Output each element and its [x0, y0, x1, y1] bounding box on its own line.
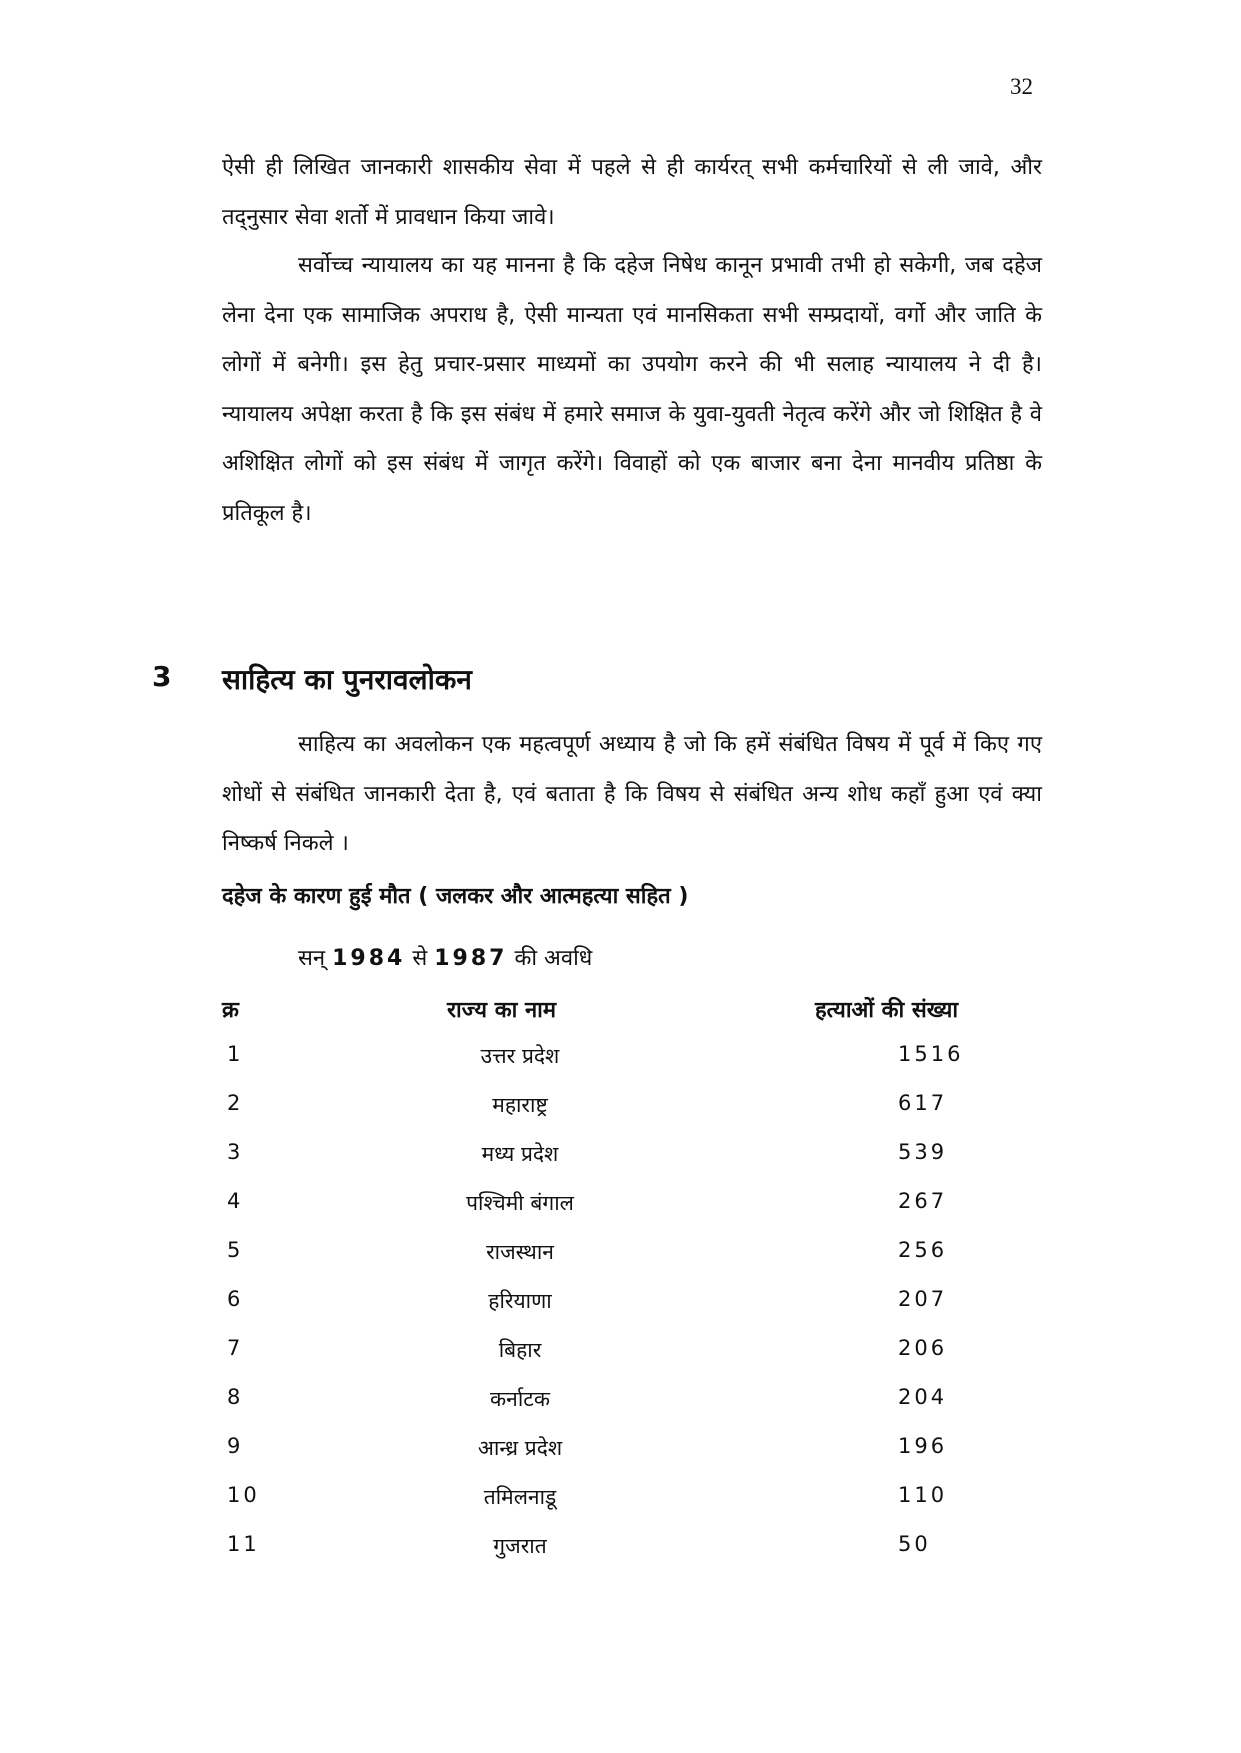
- table-row-state: राजस्थान: [486, 1240, 554, 1264]
- table-row-count: 204: [898, 1385, 948, 1409]
- table-row-state: मध्य प्रदेश: [481, 1142, 559, 1166]
- paragraph-1: ऐसी ही लिखित जानकारी शासकीय सेवा में पहले से ही कार्यरत् सभी कर्मचारियों से ली जावे, और तद्नुसार सेवा शर्तो में प्रावधान किया जावे।: [222, 155, 1042, 230]
- table-row-count: 256: [898, 1238, 948, 1262]
- table-row-count: 207: [898, 1287, 948, 1311]
- table-row-count: 50: [898, 1532, 931, 1556]
- table-row-count: 206: [898, 1336, 948, 1360]
- paragraph-3: साहित्य का अवलोकन एक महत्वपूर्ण अध्याय है जो कि हमें संबंधित विषय में पूर्व में किए गए शोधों से संबंधित जानकारी देता है, एवं बताता है कि विषय से संबंधित अन्य शोध कहाँ हुआ एवं क्या निष्कर्ष निकले ।: [222, 732, 1042, 856]
- table-row-state: उत्तर प्रदेश: [480, 1044, 560, 1068]
- table-row-state: कर्नाटक: [490, 1387, 550, 1411]
- period-start-year: 1984: [332, 946, 406, 971]
- table-row-serial: 2: [227, 1091, 244, 1115]
- paragraph-2: सर्वोच्च न्यायालय का यह मानना है कि दहेज निषेध कानून प्रभावी तभी हो सकेगी, जब दहेज लेना देना एक सामाजिक अपराध है, ऐसी मान्यता एवं मानसिकता सभी सम्प्रदायों, वर्गो और जाति के लोगों में बनेगी। इस हेतु प्रचार-प्रसार माध्यमों का उपयोग करने की भी सलाह न्यायालय ने दी है। न्यायालय अपेक्षा करता है कि इस संबंध में हमारे समाज के युवा-युवती नेतृत्व करेंगे और जो शिक्षित है वे अशिक्षित लोगों को इस संबंध में जागृत करेंगे। विवाहों को एक बाजार बना देना मानवीय प्रतिष्ठा के प्रतिकूल है।: [222, 253, 1042, 526]
- table-row-serial: 10: [227, 1483, 260, 1507]
- table-row-serial: 7: [227, 1336, 244, 1360]
- table-row-serial: 9: [227, 1434, 244, 1458]
- header-state: राज्य का नाम: [447, 998, 557, 1023]
- table-row-state: पश्चिमी बंगाल: [466, 1191, 574, 1215]
- table-row-state: तमिलनाडू: [483, 1485, 557, 1509]
- table-row-state: हरियाणा: [488, 1289, 552, 1313]
- period-line: [298, 942, 592, 972]
- table-row-serial: 11: [227, 1532, 260, 1556]
- table-row-serial: 3: [227, 1140, 244, 1164]
- table-row-count: 617: [898, 1091, 948, 1115]
- table-row-serial: 6: [227, 1287, 244, 1311]
- header-count: हत्याओं की संख्या: [815, 998, 959, 1023]
- header-serial: क्र: [222, 998, 239, 1023]
- table-row-serial: 5: [227, 1238, 244, 1262]
- table-row-count: 267: [898, 1189, 948, 1213]
- table-row-serial: 8: [227, 1385, 244, 1409]
- table-row-serial: 4: [227, 1189, 244, 1213]
- table-row-state: बिहार: [498, 1338, 542, 1362]
- table-row-state: आन्ध्र प्रदेश: [477, 1436, 563, 1460]
- table-row-serial: 1: [227, 1042, 244, 1066]
- table-row-state: महाराष्ट्र: [492, 1093, 548, 1117]
- period-mid: से: [412, 946, 428, 971]
- period-suffix: की अवधि: [514, 946, 593, 971]
- table-title: दहेज के कारण हुई मौत ( जलकर और आत्महत्या सहित ): [222, 884, 689, 909]
- period-end-year: 1987: [434, 946, 508, 971]
- table-row-state: गुजरात: [493, 1534, 547, 1558]
- table-row-count: 110: [898, 1483, 948, 1507]
- table-row-count: 196: [898, 1434, 948, 1458]
- section-title: साहित्य का पुनरावलोकन: [222, 663, 472, 696]
- table-row-count: 539: [898, 1140, 948, 1164]
- period-prefix: सन्: [298, 946, 326, 971]
- table-row-count: 1516: [898, 1042, 964, 1066]
- section-number: 3: [152, 660, 172, 693]
- page-number: 32: [1010, 74, 1033, 99]
